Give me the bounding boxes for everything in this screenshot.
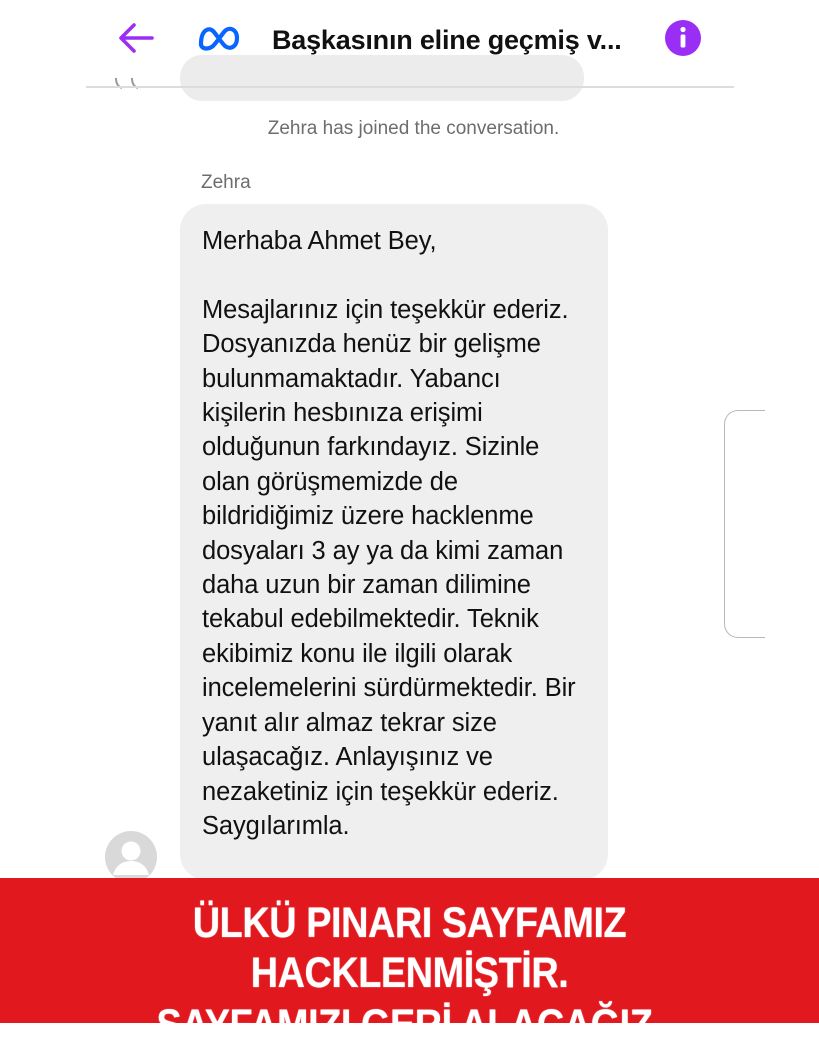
announcement-banner — [0, 878, 819, 1049]
default-user-avatar-icon[interactable] — [104, 830, 158, 884]
sender-name: Zehra — [201, 172, 251, 193]
system-message: Zehra has joined the conversation. — [267, 118, 560, 139]
message-text: Merhaba Ahmet Bey, Mesajlarınız için teşekkür ederiz. Dosyanızda henüz bir gelişme bulunmamaktadır. Yabancı kişilerin hesbınıza erişimi olduğunun farkındayız. Sizinle olan görüşmemizde de bildridiğimiz üzere hacklenme dosyaları 3 ay ya da kimi zaman daha uzun bir zaman dilimine tekabul edebilmektedir. Teknik ekibimiz konu ile ilgili olarak incelemelerini sürdürmektedir. Bir yanıt alır almaz tekrar size ulaşacağız. Anlayışınız ve nezaketiniz için teşekkür ederiz. Saygılarımla. — [202, 227, 576, 840]
banner-line-2: SAYFAMIZI GERİ ALACAĞIZ. — [156, 1001, 663, 1049]
info-icon[interactable] — [664, 19, 702, 57]
message-bubble[interactable] — [180, 204, 608, 880]
header-divider — [86, 86, 734, 88]
arrow-left-icon[interactable] — [116, 20, 156, 56]
meta-logo-icon — [196, 22, 242, 52]
banner-line-1: ÜLKÜ PINARI SAYFAMIZ HACKLENMİŞTİR. — [192, 899, 627, 997]
previous-message-bubble — [180, 55, 584, 101]
conversation-title: Başkasının eline geçmiş v... — [272, 25, 622, 55]
scroll-edge-indicator — [724, 410, 765, 638]
